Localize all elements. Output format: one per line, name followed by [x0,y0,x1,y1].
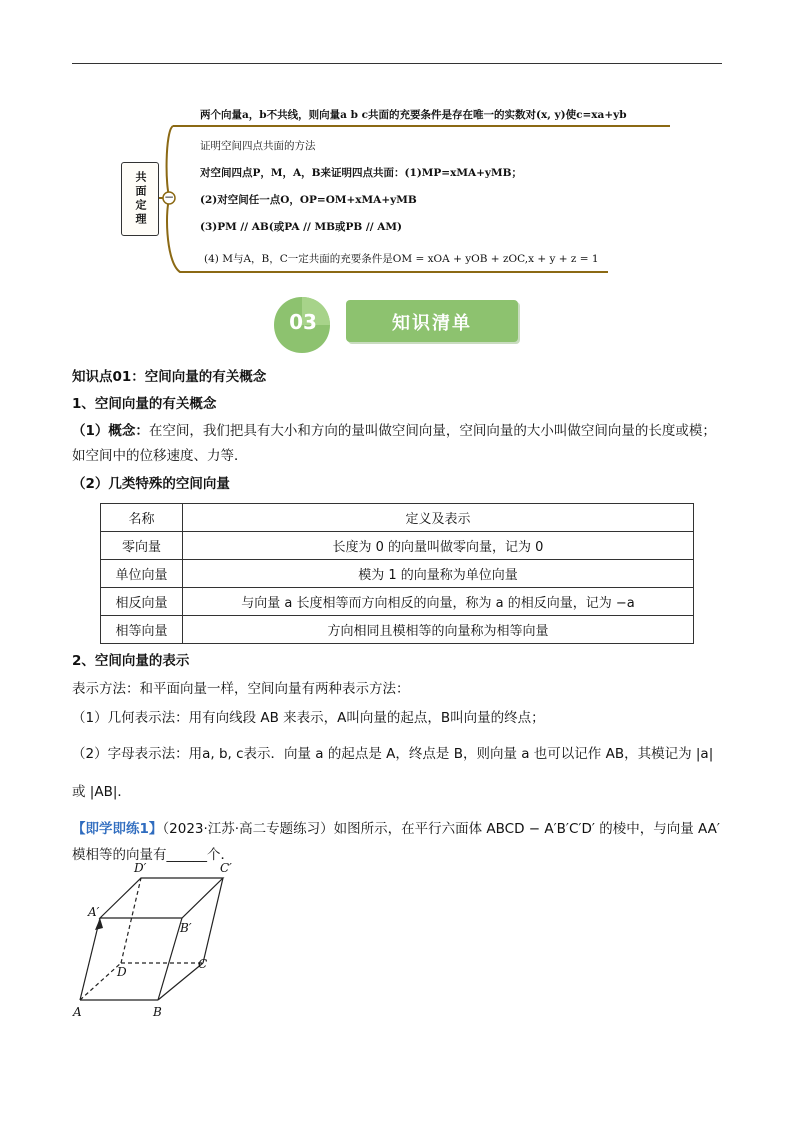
vertex-label: B [153,1005,162,1019]
table-row [101,616,694,644]
table-cell: 相反向量 [101,588,183,616]
exercise-text: （2023·江苏·高二专题练习）如图所示，在平行六面体 ABCD − A′B′C′D′ 的棱中，与向量 AA′ [162,821,720,837]
concept-text: 在空间，我们把具有大小和方向的量叫做空间向量，空间向量的大小叫做空间向量的长度或模； [148,423,716,439]
rep-intro: 表示方法：和平面向量一样，空间向量有两种表示方法： [72,681,410,697]
concept-para [72,422,716,440]
vertex-label: B′ [180,921,192,935]
rep-letter: （2）字母表示法：用a, b, c表示．向量 a 的起点是 A，终点是 B，则向量 a 也可以记作 AB，其模记为 |a| [72,746,714,762]
vertex-label: A [73,1005,82,1019]
concept-text-2: 如空间中的位移速度、力等． [72,448,248,464]
table-header: 定义及表示 [183,504,694,532]
table-header: 名称 [101,504,183,532]
h2-heading: （2）几类特殊的空间向量 [72,476,230,492]
table-cell: 零向量 [101,532,183,560]
mindmap-line-2: 证明空间四点共面的方法 [200,140,316,152]
exercise-tag: 【即学即练1】 [72,821,163,837]
table-cell: 单位向量 [101,560,183,588]
special-vectors-table [100,503,694,644]
exercise-line [72,820,720,838]
table-cell: 与向量 a 长度相等而方向相反的向量，称为 a 的相反向量，记为 −a [183,588,694,616]
mindmap-line-4: (2)对空间任一点O，OP=OM+xMA+yMB [200,194,417,206]
rep-geometric: （1）几何表示法：用有向线段 AB 来表示，A叫向量的起点，B叫向量的终点； [72,710,545,726]
vertex-label: D′ [134,861,147,875]
concept-label: （1）概念： [72,423,149,439]
kp1-heading: 知识点01：空间向量的有关概念 [72,369,267,385]
vertex-label: A′ [88,905,100,919]
table-cell: 方向相同且模相等的向量称为相等向量 [183,616,694,644]
parallelepiped-figure [60,860,260,1025]
table-row [101,532,694,560]
table-row [101,588,694,616]
mindmap-line-3: 对空间四点P，M，A，B来证明四点共面：(1)MP=xMA+yMB； [200,167,523,179]
mindmap-line-6: (4) M与A，B，C一定共面的充要条件是OM = xOA + yOB + zOC,x + y + z = 1 [204,253,599,265]
collapse-icon[interactable]: − [164,190,175,204]
table-row [101,560,694,588]
vertex-label: D [117,965,127,979]
section-title: 知识清单 [392,313,472,334]
table-header-row [101,504,694,532]
mindmap-line-5: (3)PM // AB(或PA // MB或PB // AM) [200,221,402,233]
exercise-text-2: 模相等的向量有______个． [72,847,234,863]
vertex-label: C [198,957,208,971]
table-cell: 长度为 0 的向量叫做零向量，记为 0 [183,532,694,560]
h1-heading: 1、空间向量的有关概念 [72,396,217,412]
mindmap-line-1: 两个向量a，b不共线，则向量a b c共面的充要条件是存在唯一的实数对(x, y)使c=xa+yb [200,109,627,121]
h3-heading: 2、空间向量的表示 [72,653,190,669]
mindmap-root: 共面定理 [121,162,159,236]
table-cell: 模为 1 的向量称为单位向量 [183,560,694,588]
rep-letter-cont: 或 |AB|． [72,784,131,800]
vertex-label: C′ [220,861,232,875]
section-number: 03 [289,310,317,334]
table-cell: 相等向量 [101,616,183,644]
